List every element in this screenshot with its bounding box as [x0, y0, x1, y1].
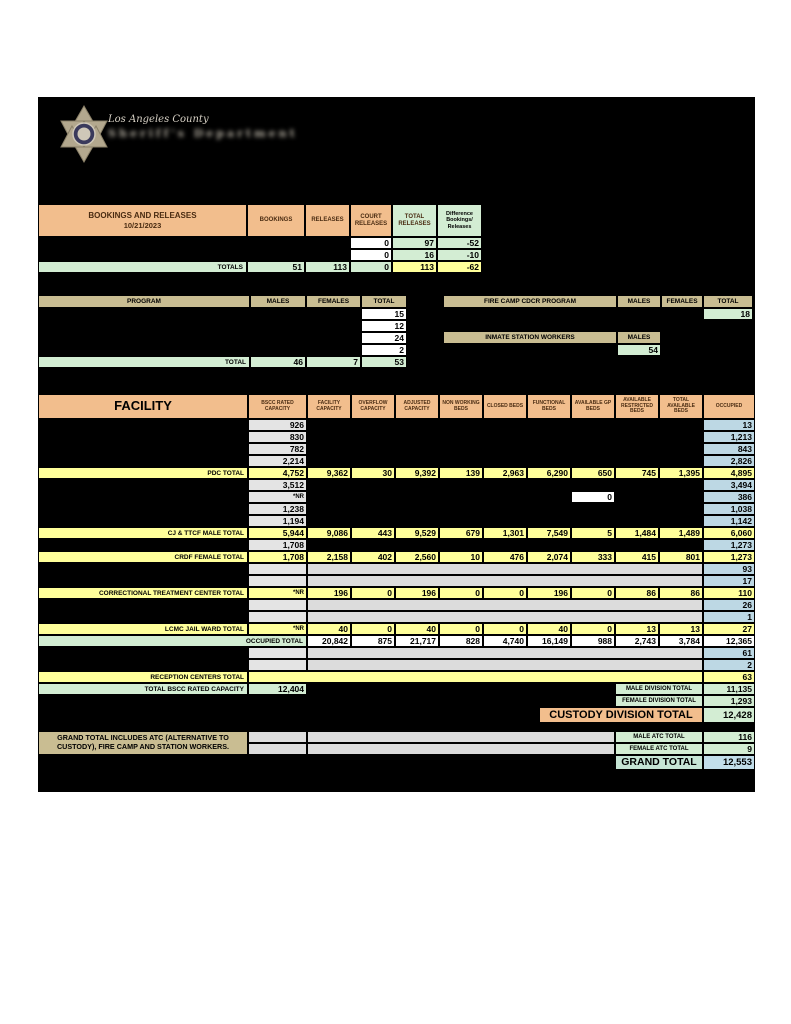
facility-total-row-value: 415	[615, 551, 659, 563]
facility-total-row-value: 0	[439, 623, 483, 635]
bookings-court-releases-value: 0	[350, 237, 392, 249]
facility-total-row-value: 0	[571, 587, 615, 599]
facility-occupied-value: 1,038	[703, 503, 755, 515]
facility-total-row-value: 30	[351, 467, 395, 479]
program-total-total: 53	[361, 356, 407, 368]
facility-col-header: TOTAL AVAILABLE BEDS	[659, 394, 703, 419]
facility-occupied-value: 93	[703, 563, 755, 575]
facility-occupied-value: 1,273	[703, 539, 755, 551]
facility-bscc-empty	[248, 611, 307, 623]
female-division-total-label: FEMALE DIVISION TOTAL	[615, 695, 703, 707]
facility-col-header: FUNCTIONAL BEDS	[527, 394, 571, 419]
facility-reception-band	[248, 671, 703, 683]
facility-total-row-value: 4,895	[703, 467, 755, 479]
facility-total-row-value: 9,086	[307, 527, 351, 539]
grand-gray-cell	[248, 731, 307, 743]
text-line: Bookings/	[446, 217, 473, 224]
facility-bscc-empty	[248, 563, 307, 575]
facility-bscc-empty	[248, 647, 307, 659]
facility-bscc-value: 2,214	[248, 455, 307, 467]
facility-total-row-value: 7,549	[527, 527, 571, 539]
facility-total-row-value: 1,395	[659, 467, 703, 479]
total-bscc-capacity-label: TOTAL BSCC RATED CAPACITY	[38, 683, 248, 695]
facility-reception-occupied: 63	[703, 671, 755, 683]
facility-total-row-value: 6,060	[703, 527, 755, 539]
facility-total-row-value: 2,074	[527, 551, 571, 563]
text-line: Releases	[447, 223, 472, 230]
facility-total-row-value: 40	[395, 623, 439, 635]
facility-total-row-value: 333	[571, 551, 615, 563]
grand-note-line1: GRAND TOTAL INCLUDES ATC (ALTERNATIVE TO	[57, 733, 229, 743]
bookings-col-header: COURT RELEASES	[350, 204, 392, 237]
facility-col-header: AVAILABLE RESTRICTED BEDS	[615, 394, 659, 419]
facility-total-row-value: 801	[659, 551, 703, 563]
facility-total-row-label: CORRECTIONAL TREATMENT CENTER TOTAL	[38, 587, 248, 599]
facility-bscc-value: 1,238	[248, 503, 307, 515]
facility-occupied-value: 2	[703, 659, 755, 671]
grand-total-value: 12,553	[703, 755, 755, 770]
facility-total-row-value: 1,489	[659, 527, 703, 539]
bookings-diff-header	[437, 204, 482, 237]
facility-total-row-value: 402	[351, 551, 395, 563]
station-workers-header: INMATE STATION WORKERS	[443, 331, 617, 344]
facility-total-row-value: 196	[527, 587, 571, 599]
facility-total-row-value: 0	[351, 623, 395, 635]
facility-total-row-value: 0	[483, 587, 527, 599]
bookings-difference-value: -10	[437, 249, 482, 261]
facility-total-row-value: *NR	[248, 623, 307, 635]
bookings-totals-court: 0	[350, 261, 392, 273]
firecamp-col-header: FIRE CAMP CDCR PROGRAM	[443, 295, 617, 308]
program-row-total-value: 15	[361, 308, 407, 320]
facility-total-row-value: 139	[439, 467, 483, 479]
facility-total-row-value: 40	[307, 623, 351, 635]
facility-total-row-value: 0	[351, 587, 395, 599]
facility-occupied-total-value: 828	[439, 635, 483, 647]
facility-total-row-value: 196	[307, 587, 351, 599]
facility-occupied-value: 2,826	[703, 455, 755, 467]
grand-gray-band	[307, 731, 615, 743]
facility-total-row-value: 0	[439, 587, 483, 599]
facility-reception-label: RECEPTION CENTERS TOTAL	[38, 671, 248, 683]
text-line: Difference	[446, 210, 473, 217]
male-division-total-label: MALE DIVISION TOTAL	[615, 683, 703, 695]
facility-occupied-total-value: 988	[571, 635, 615, 647]
facility-total-row-value: 1,301	[483, 527, 527, 539]
male-atc-total-label: MALE ATC TOTAL	[615, 731, 703, 743]
firecamp-col-header: TOTAL	[703, 295, 753, 308]
facility-col-header: OCCUPIED	[703, 394, 755, 419]
facility-total-row-value: 2,963	[483, 467, 527, 479]
facility-occupied-total-value: 875	[351, 635, 395, 647]
facility-bscc-value: 1,708	[248, 539, 307, 551]
grand-total-label: GRAND TOTAL	[615, 755, 703, 770]
facility-occupied-value: 843	[703, 443, 755, 455]
facility-total-row-label: PDC TOTAL	[38, 467, 248, 479]
facility-bscc-value: *NR	[248, 491, 307, 503]
bookings-table-title	[38, 204, 247, 237]
org-name-line1: Los Angeles County	[108, 114, 209, 125]
facility-bscc-value: 1,194	[248, 515, 307, 527]
bookings-title: BOOKINGS AND RELEASES	[88, 211, 197, 221]
facility-total-row-value: 476	[483, 551, 527, 563]
facility-occupied-total-value: 21,717	[395, 635, 439, 647]
facility-gray-band	[307, 575, 703, 587]
firecamp-col-header: MALES	[617, 295, 661, 308]
bookings-totals-bookings: 51	[247, 261, 305, 273]
facility-bscc-value: 830	[248, 431, 307, 443]
facility-col-header: FACILITY CAPACITY	[307, 394, 351, 419]
grand-note-line2: CUSTODY), FIRE CAMP AND STATION WORKERS.	[56, 742, 230, 751]
facility-col-header: OVERFLOW CAPACITY	[351, 394, 395, 419]
bookings-date: 10/21/2023	[123, 220, 162, 230]
facility-gray-band	[307, 611, 703, 623]
bookings-totals-total-releases: 113	[392, 261, 437, 273]
facility-total-row-value: 443	[351, 527, 395, 539]
bookings-total-releases-value: 16	[392, 249, 437, 261]
facility-occupied-value: 1	[703, 611, 755, 623]
station-workers-males-header: MALES	[617, 331, 661, 344]
station-workers-males-value: 54	[617, 344, 661, 356]
facility-total-row-value: 1,484	[615, 527, 659, 539]
facility-total-row-value: 10	[439, 551, 483, 563]
facility-bscc-empty	[248, 599, 307, 611]
facility-total-row-value: 5,944	[248, 527, 307, 539]
bookings-totals-releases: 113	[305, 261, 350, 273]
female-atc-total-value: 9	[703, 743, 755, 755]
facility-occupied-value: 17	[703, 575, 755, 587]
facility-total-row-value: 110	[703, 587, 755, 599]
facility-total-row-value: 1,708	[248, 551, 307, 563]
male-atc-total-value: 116	[703, 731, 755, 743]
facility-gray-band	[307, 647, 703, 659]
program-row-total-value: 12	[361, 320, 407, 332]
facility-total-row-value: 2,158	[307, 551, 351, 563]
facility-occupied-value: 3,494	[703, 479, 755, 491]
facility-gray-band	[307, 599, 703, 611]
bookings-col-header: RELEASES	[305, 204, 350, 237]
grand-gray-cell	[248, 743, 307, 755]
facility-bscc-value: 782	[248, 443, 307, 455]
facility-occupied-total-value: 4,740	[483, 635, 527, 647]
program-col-header: FEMALES	[306, 295, 361, 308]
male-division-total-value: 11,135	[703, 683, 755, 695]
bookings-totals-label: TOTALS	[38, 261, 247, 273]
facility-total-row-value: 6,290	[527, 467, 571, 479]
facility-occupied-value: 386	[703, 491, 755, 503]
program-row-total-value: 2	[361, 344, 407, 356]
total-bscc-capacity-value: 12,404	[248, 683, 307, 695]
facility-total-row-value: *NR	[248, 587, 307, 599]
facility-total-row-value: 5	[571, 527, 615, 539]
program-col-header: PROGRAM	[38, 295, 250, 308]
firecamp-col-header: FEMALES	[661, 295, 703, 308]
facility-total-row-value: 2,560	[395, 551, 439, 563]
facility-total-row-value: 9,362	[307, 467, 351, 479]
facility-total-row-value: 745	[615, 467, 659, 479]
sheriff-star-icon	[58, 104, 110, 164]
facility-table-title: FACILITY	[38, 394, 248, 419]
facility-total-row-value: 196	[395, 587, 439, 599]
facility-total-row-label: CJ & TTCF MALE TOTAL	[38, 527, 248, 539]
facility-occupied-total-value: 20,842	[307, 635, 351, 647]
facility-col-header: BSCC RATED CAPACITY	[248, 394, 307, 419]
facility-occupied-total-label: OCCUPIED TOTAL	[38, 635, 307, 647]
facility-total-row-value: 40	[527, 623, 571, 635]
facility-bscc-value: 926	[248, 419, 307, 431]
female-division-total-value: 1,293	[703, 695, 755, 707]
firecamp-total-value: 18	[703, 308, 753, 320]
org-name-line2-blurred: Sheriff's Department	[108, 127, 298, 140]
facility-total-row-value: 13	[615, 623, 659, 635]
facility-total-row-value: 13	[659, 623, 703, 635]
program-total-label: TOTAL	[38, 356, 250, 368]
facility-total-row-value: 27	[703, 623, 755, 635]
facility-total-row-value: 0	[483, 623, 527, 635]
facility-gray-band	[307, 659, 703, 671]
facility-total-row-value: 4,752	[248, 467, 307, 479]
facility-col-header: CLOSED BEDS	[483, 394, 527, 419]
facility-occupied-value: 1,213	[703, 431, 755, 443]
facility-bscc-value: 3,512	[248, 479, 307, 491]
facility-total-row-label: LCMC JAIL WARD TOTAL	[38, 623, 248, 635]
custody-division-total-value: 12,428	[703, 707, 755, 723]
facility-col-header: AVAILABLE GP BEDS	[571, 394, 615, 419]
facility-col-header: NON WORKING BEDS	[439, 394, 483, 419]
grand-gray-band	[307, 743, 615, 755]
bookings-difference-value: -52	[437, 237, 482, 249]
bookings-totals-difference: -62	[437, 261, 482, 273]
facility-col-header: ADJUSTED CAPACITY	[395, 394, 439, 419]
facility-bscc-empty	[248, 659, 307, 671]
bookings-total-releases-value: 97	[392, 237, 437, 249]
bookings-col-header: BOOKINGS	[247, 204, 305, 237]
program-row-total-value: 24	[361, 332, 407, 344]
custody-division-total-label: CUSTODY DIVISION TOTAL	[539, 707, 703, 723]
facility-bscc-empty	[248, 575, 307, 587]
facility-occupied-total-value: 2,743	[615, 635, 659, 647]
facility-occupied-value: 13	[703, 419, 755, 431]
facility-occupied-value: 61	[703, 647, 755, 659]
facility-total-row-value: 86	[615, 587, 659, 599]
facility-gp-beds-value: 0	[571, 491, 615, 503]
bookings-court-releases-value: 0	[350, 249, 392, 261]
facility-total-row-value: 1,273	[703, 551, 755, 563]
program-col-header: MALES	[250, 295, 306, 308]
facility-occupied-value: 1,142	[703, 515, 755, 527]
program-total-females: 7	[306, 356, 361, 368]
facility-gray-band	[307, 563, 703, 575]
facility-total-row-label: CRDF FEMALE TOTAL	[38, 551, 248, 563]
grand-total-note	[38, 731, 248, 755]
program-total-males: 46	[250, 356, 306, 368]
facility-total-row-value: 86	[659, 587, 703, 599]
facility-occupied-total-value: 16,149	[527, 635, 571, 647]
bookings-col-header: TOTAL RELEASES	[392, 204, 437, 237]
facility-total-row-value: 0	[571, 623, 615, 635]
female-atc-total-label: FEMALE ATC TOTAL	[615, 743, 703, 755]
facility-occupied-total-value: 12,365	[703, 635, 755, 647]
facility-total-row-value: 679	[439, 527, 483, 539]
facility-total-row-value: 650	[571, 467, 615, 479]
facility-occupied-total-value: 3,784	[659, 635, 703, 647]
facility-total-row-value: 9,392	[395, 467, 439, 479]
facility-total-row-value: 9,529	[395, 527, 439, 539]
program-col-header: TOTAL	[361, 295, 407, 308]
facility-occupied-value: 26	[703, 599, 755, 611]
